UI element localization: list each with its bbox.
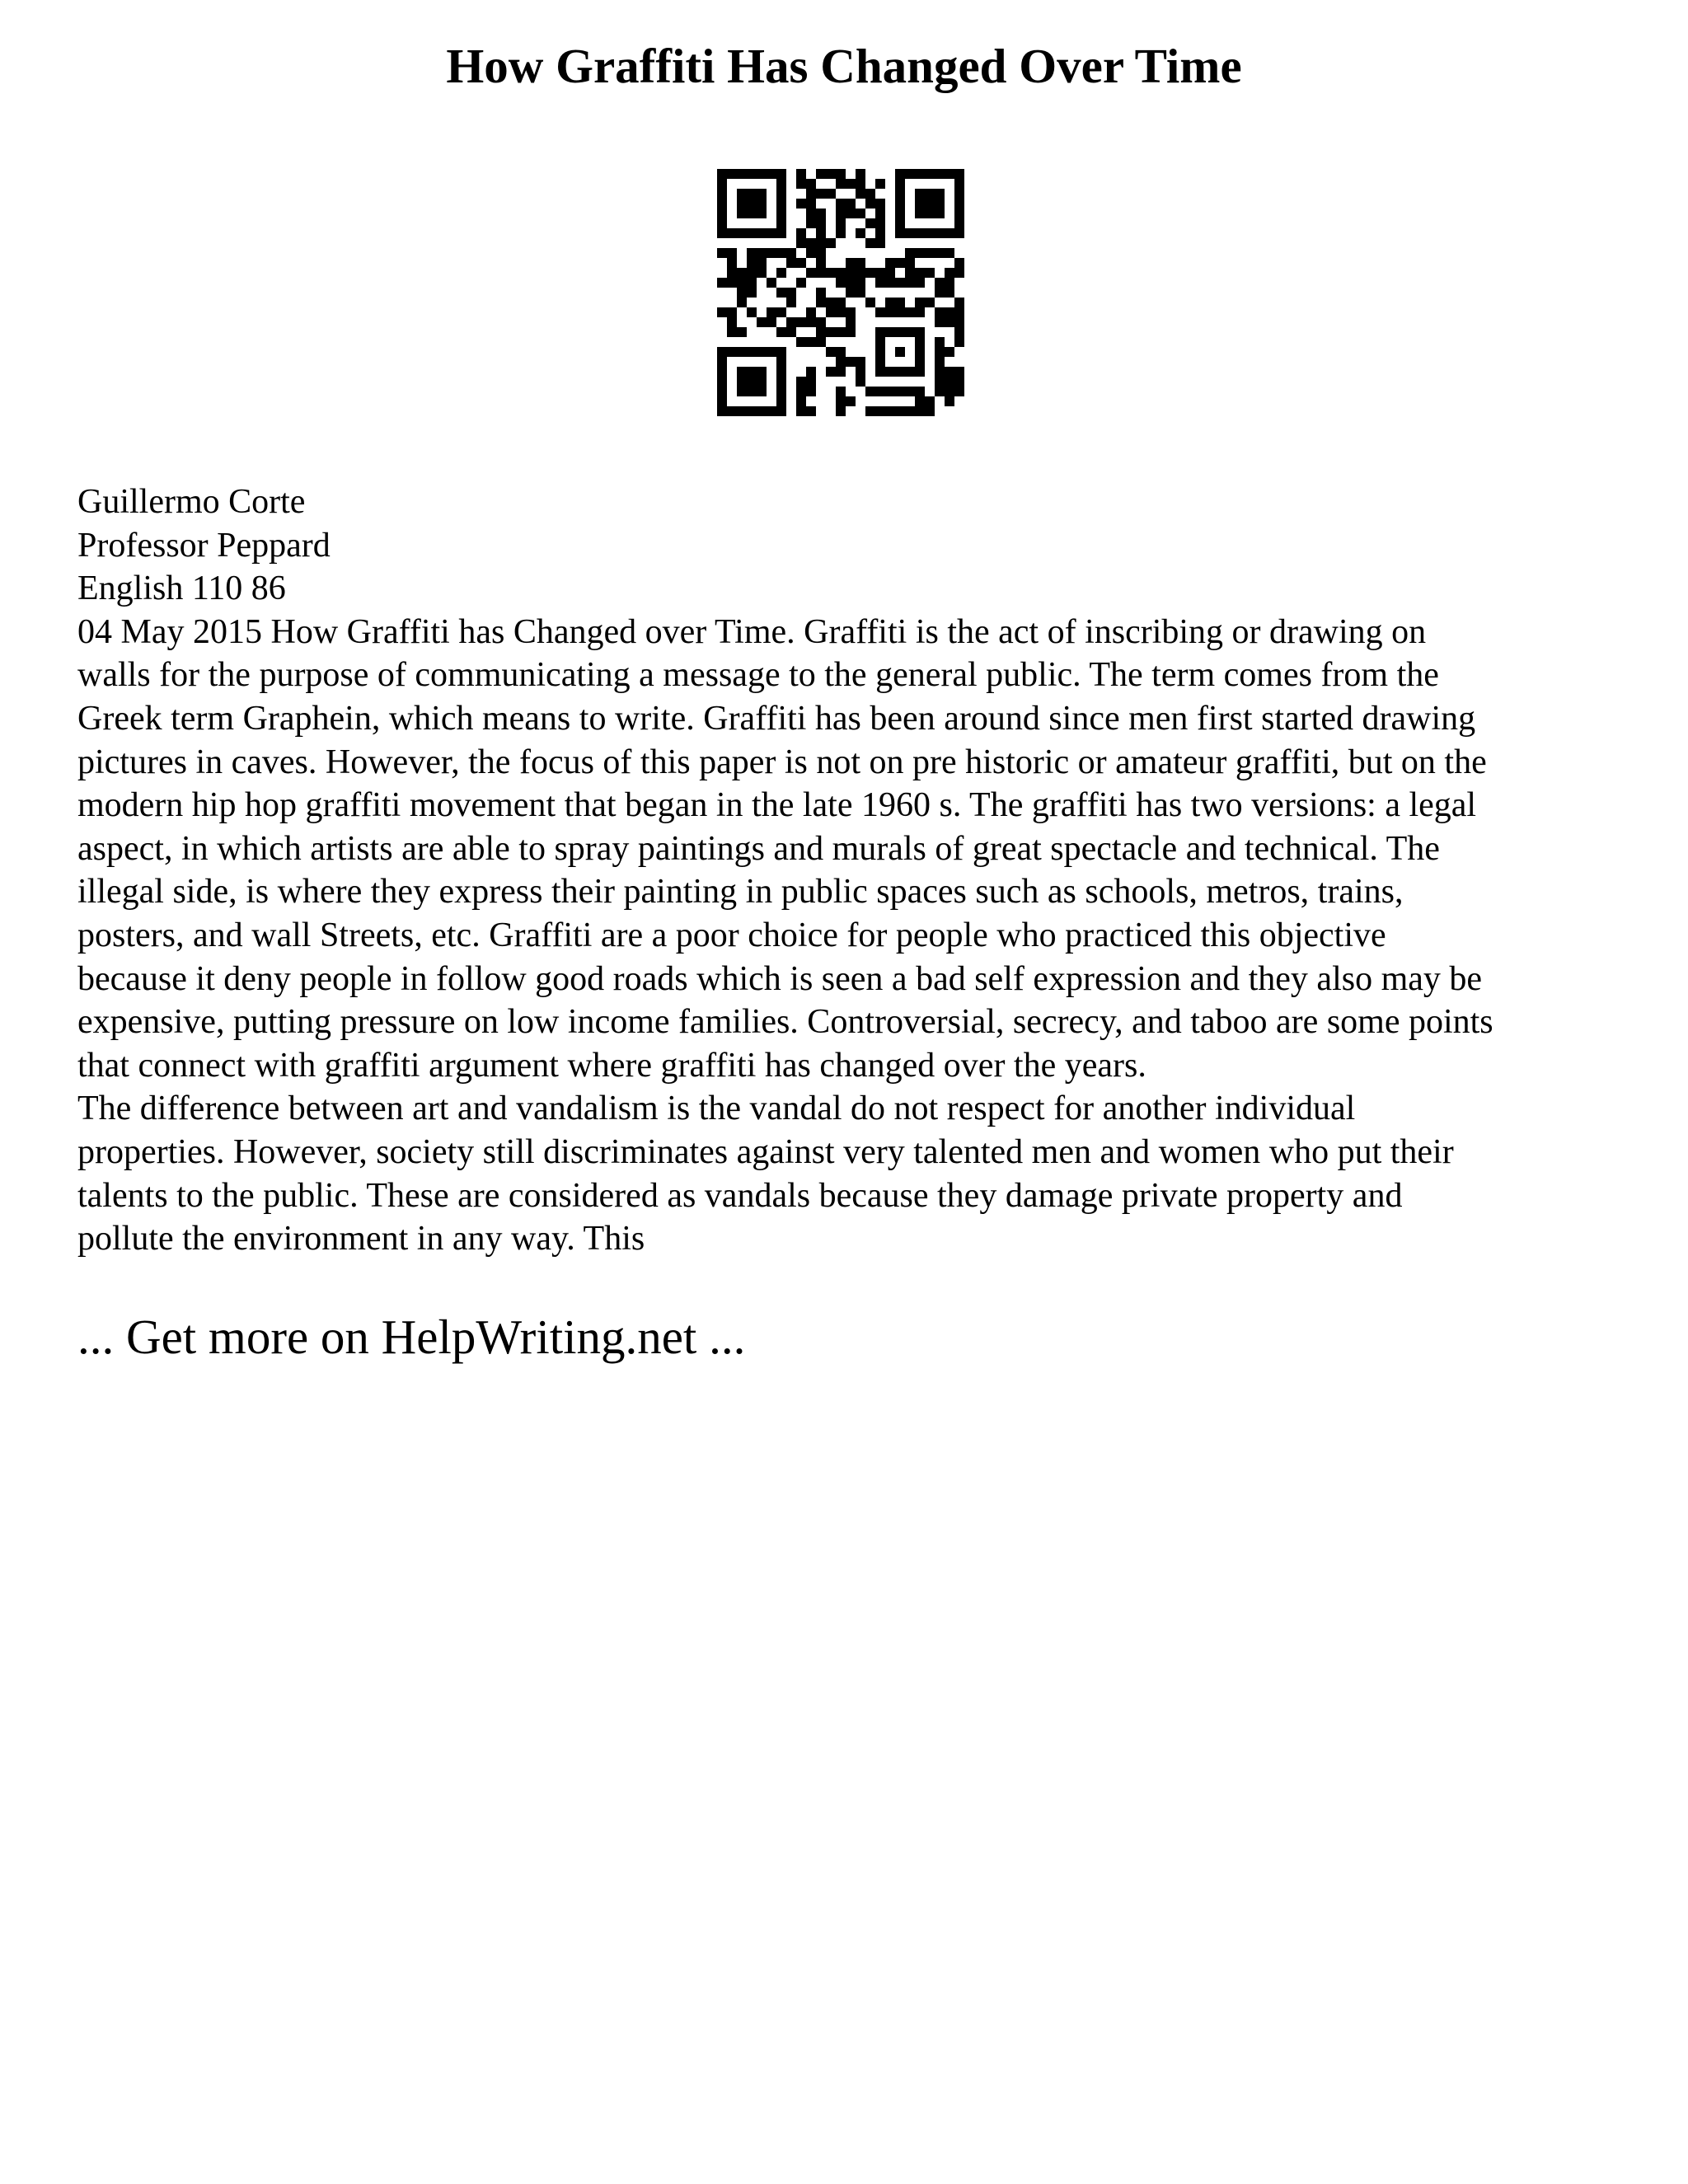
paragraph-line: The difference between art and vandalism is the vandal do not respect for another individual (77, 1090, 1356, 1128)
paragraph-line: walls for the purpose of communicating a message to the general public. The term comes from the (77, 656, 1439, 695)
paragraph-line: pictures in caves. However, the focus of this paper is not on pre historic or amateur graffiti, but on the (77, 743, 1487, 781)
qr-code-icon (717, 169, 964, 416)
paragraph-line: posters, and wall Streets, etc. Graffiti are a poor choice for people who practiced this objective (77, 916, 1386, 954)
paragraph-2 (77, 1087, 1627, 1260)
paragraph-line: aspect, in which artists are able to spray paintings and murals of great spectacle and technical. The (77, 829, 1440, 868)
paragraph-line: expensive, putting pressure on low income families. Controversial, secrecy, and taboo are some points (77, 1003, 1493, 1042)
header-block (77, 480, 1627, 611)
paragraph-line: because it deny people in follow good roads which is seen a bad self expression and they also may be (77, 959, 1483, 998)
essay-body (77, 480, 1627, 1261)
paragraph-line: illegal side, is where they express their painting in public spaces such as schools, metros, trains, (77, 873, 1404, 912)
paragraph-line: properties. However, society still discriminates against very talented men and women who put their (77, 1132, 1454, 1171)
course-name: English 110 86 (77, 569, 286, 608)
paragraph-line: 04 May 2015 How Graffiti has Changed over Time. Graffiti is the act of inscribing or drawing on (77, 612, 1427, 651)
author-name: Guillermo Corte (77, 483, 306, 521)
paragraph-line: that connect with graffiti argument where graffiti has changed over the years. (77, 1046, 1146, 1085)
professor-name: Professor Peppard (77, 526, 331, 565)
paragraph-line: modern hip hop graffiti movement that began in the late 1960 s. The graffiti has two versions: a legal (77, 786, 1477, 825)
paragraph-1 (77, 611, 1627, 1088)
paragraph-line: Greek term Graphein, which means to write. Graffiti has been around since men first started drawing (77, 699, 1476, 738)
get-more-link[interactable]: ... Get more on HelpWriting.net ... (77, 1310, 746, 1364)
document-title: How Graffiti Has Changed Over Time (446, 39, 1242, 93)
paragraph-line: talents to the public. These are considered as vandals because they damage private property and (77, 1176, 1403, 1215)
paragraph-line: pollute the environment in any way. This (77, 1220, 645, 1258)
